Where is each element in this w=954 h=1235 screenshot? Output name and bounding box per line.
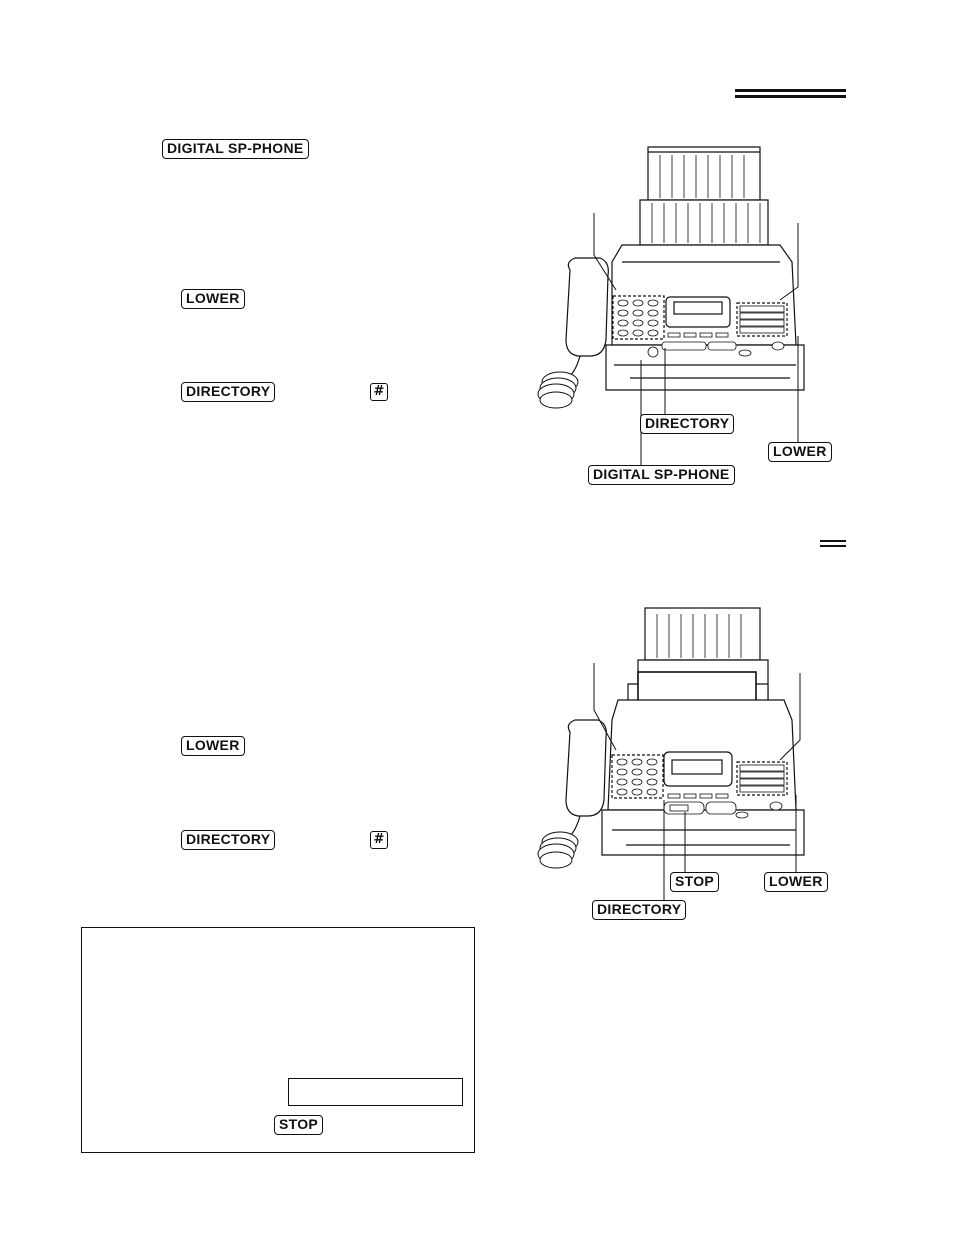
stop-key: STOP — [274, 1115, 323, 1135]
fig1-digital-sp-phone-callout: DIGITAL SP-PHONE — [588, 465, 735, 485]
hash-key: # — [370, 383, 388, 401]
fig2-lower-callout: LOWER — [764, 872, 828, 892]
lower-key: LOWER — [181, 289, 245, 309]
section-rule-2 — [820, 545, 846, 547]
directory-key-2: DIRECTORY — [181, 830, 275, 850]
display-field-box — [288, 1078, 463, 1106]
digital-sp-phone-key: DIGITAL SP-PHONE — [162, 139, 309, 159]
header-rule-2 — [735, 95, 846, 98]
section-rule-1 — [820, 540, 846, 542]
fig1-lower-callout: LOWER — [768, 442, 832, 462]
lower-key-2: LOWER — [181, 736, 245, 756]
directory-key: DIRECTORY — [181, 382, 275, 402]
fig2-stop-callout: STOP — [670, 872, 719, 892]
fig1-directory-callout: DIRECTORY — [640, 414, 734, 434]
hash-key-2: # — [370, 831, 388, 849]
fig2-directory-callout: DIRECTORY — [592, 900, 686, 920]
header-rule-1 — [735, 89, 846, 92]
